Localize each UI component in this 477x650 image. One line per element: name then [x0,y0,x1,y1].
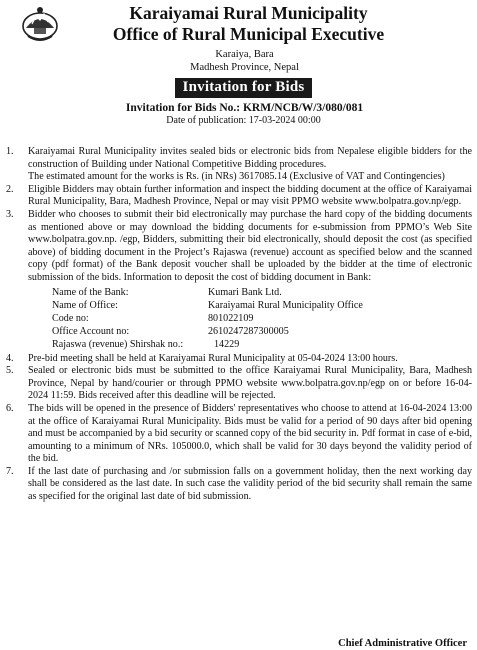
notice-body [6,146,472,504]
item-number: 6. [6,402,14,414]
signature-title: Chief Administrative Officer [338,638,467,649]
item-number: 7. [6,465,14,477]
item-text: Eligible Bidders may obtain further information and inspect the bidding document at the office of Karaiyamai Rural Municipality, Bara, Madhesh Province, Nepal or may visit PPMO website www.bolpatra.gov.np/egp. [28,183,472,208]
address-line-1: Karaiya, Bara [215,49,274,60]
item-number: 3. [6,208,14,220]
office-title: Office of Rural Municipal Executive [112,24,385,44]
item-text: Pre-bid meeting shall be held at Karaiyamai Rural Municipality at 05-04-2024 13:00 hours. [28,352,398,364]
publication-date: Date of publication: 17-03-2024 00:00 [166,115,321,126]
list-item [6,403,472,466]
item-text: The bids will be opened in the presence of Bidders' representatives who choose to attend at 16-04-2024 13:00 at the office of Karaiyamai Rural Municipality. Bids must be valid for a period of 90 days after bid opening and must be accompanied by a bid security or scanned copy of the bid security in. Pdf format in case of e-bid, amounting to a minimum of NRs. 105000.0, which shall be valid for 30 days beyond the validity period of the bid. [28,402,472,465]
bank-row [52,299,472,312]
bank-value: 14229 [214,339,240,351]
bank-value: Karaiyamai Rural Municipality Office [208,299,363,311]
bank-label: Code no: [52,312,89,324]
bank-row [52,286,472,299]
item-text: Bidder who chooses to submit their bid electronically may purchase the hard copy of the bidding documents as mentioned above or may download the bidding documents for e-submission from PPMO’s Web Site www.bolpatra.gov.np. /egp, Bidders, submitting their bid electronically, should deposit the cost (as specified above) of bidding document in the Project’s Rajaswa (revenue) account as specified below and the scanned copy (pdf format) of the Bank deposit voucher shall be uploaded by the bidder at the time of electronic submission of the bids. Information to deposit the cost of bidding document in Bank: [28,208,472,283]
item-text: Sealed or electronic bids must be submitted to the office Karaiyamai Rural Municipality, Bara, Madhesh Province, Nepal by hand/courier or through PPMO website www.bolpatra.gov.np/egp on or before 16-04-2024 11:59. Bids received after this deadline will be rejected. [28,365,472,402]
bank-label: Name of Office: [52,299,118,311]
list-item [6,466,472,504]
list-item [6,353,472,366]
bank-label: Office Account no: [52,326,130,338]
bank-label: Rajaswa (revenue) Shirshak no.: [52,339,184,351]
item-number: 5. [6,365,14,377]
bank-value: Kumari Bank Ltd. [208,286,282,298]
list-item [6,209,472,285]
item-text: If the last date of purchasing and /or submission falls on a government holiday, then the next working day shall be considered as the last date. In such case the validity period of the bid security shall remain the same as specified for the original last date of bid submission. [28,465,472,503]
municipality-title: Karaiyamai Rural Municipality [129,3,368,23]
bank-row [52,338,472,351]
bank-row [52,312,472,325]
list-item [6,184,472,209]
item-text: Karaiyamai Rural Municipality invites sealed bids or electronic bids from Nepalese eligible bidders for the construction of Building under National Competitive Bidding procedures. [28,146,472,170]
item-text: The estimated amount for the works is Rs. (in NRs) 3617085.14 (Exclusive of VAT and Contingencies) [28,171,445,183]
bank-label: Name of the Bank: [52,286,129,298]
address-line-2: Madhesh Province, Nepal [190,62,299,73]
item-number: 4. [6,352,14,364]
invitation-number: Invitation for Bids No.: KRM/NCB/W/3/080/081 [125,102,364,114]
header [0,3,477,127]
item-number: 1. [6,146,14,157]
item-number: 2. [6,183,14,195]
bank-value: 2610247287300005 [208,326,289,338]
list-item [6,365,472,403]
bank-row [52,325,472,338]
list-item [6,146,472,184]
bank-value: 801022109 [208,312,254,324]
invitation-banner: Invitation for Bids [175,78,313,98]
bank-details [52,286,472,352]
